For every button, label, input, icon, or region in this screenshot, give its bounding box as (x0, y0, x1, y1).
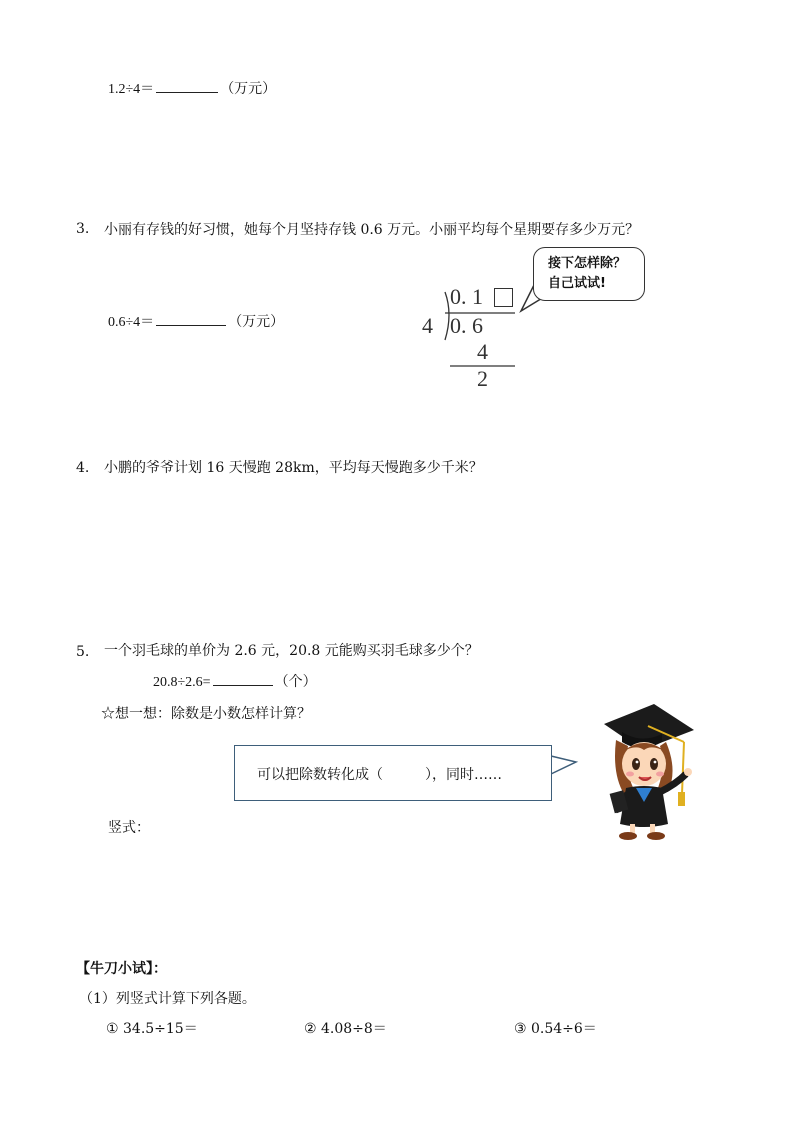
divisor: 4 (422, 313, 433, 338)
think-prompt: ☆想一想：除数是小数怎样计算？ (101, 706, 311, 722)
practice-title: 【牛刀小试】： (76, 961, 167, 977)
q2-expr: 1.2÷4＝ (108, 82, 155, 97)
practice-item-2: ② 4.08÷8＝ (304, 1021, 387, 1037)
vertical-label: 竖式： (108, 820, 150, 836)
q5-unit: （个） (274, 674, 317, 690)
hint-callout: 可以把除数转化成（ ），同时…… (234, 745, 552, 801)
answer-blank[interactable] (156, 78, 218, 93)
q3-expr: 0.6÷4＝ (108, 315, 155, 330)
callout-tail (550, 752, 580, 782)
practice-subtitle: （1）列竖式计算下列各题。 (79, 991, 256, 1007)
q3-number: 3. (76, 221, 90, 237)
quotient: 0. 1 (450, 284, 483, 309)
q2-equation (108, 78, 276, 98)
q5-equation (153, 671, 317, 691)
q4-number: 4. (76, 460, 90, 476)
q5-expr: 20.8÷2.6= (153, 675, 211, 690)
hint-bubble (533, 247, 645, 301)
q3-unit: （万元） (228, 314, 285, 330)
graduate-girl-illustration (596, 702, 696, 842)
q3-equation (108, 311, 284, 331)
product: 4 (477, 339, 488, 364)
practice-item-1: ① 34.5÷15＝ (106, 1021, 198, 1037)
q5-number: 5. (76, 644, 90, 660)
q5-text: 一个羽毛球的单价为 2.6 元，20.8 元能购买羽毛球多少个？ (104, 643, 479, 659)
answer-blank[interactable] (213, 671, 273, 686)
q4-text: 小鹏的爷爷计划 16 天慢跑 28km，平均每天慢跑多少千米？ (104, 460, 483, 476)
bubble-line-1: 接下怎样除？ (548, 256, 627, 271)
practice-item-3: ③ 0.54÷6＝ (514, 1021, 597, 1037)
q3-text: 小丽有存钱的好习惯，她每个月坚持存钱 0.6 万元。小丽平均每个星期要存多少万元？ (104, 222, 640, 238)
remainder: 2 (477, 366, 488, 391)
bubble-line-2: 自己试试! (548, 276, 606, 291)
answer-blank[interactable] (156, 311, 226, 326)
q2-unit: （万元） (220, 81, 277, 97)
dividend: 0. 6 (450, 313, 483, 338)
